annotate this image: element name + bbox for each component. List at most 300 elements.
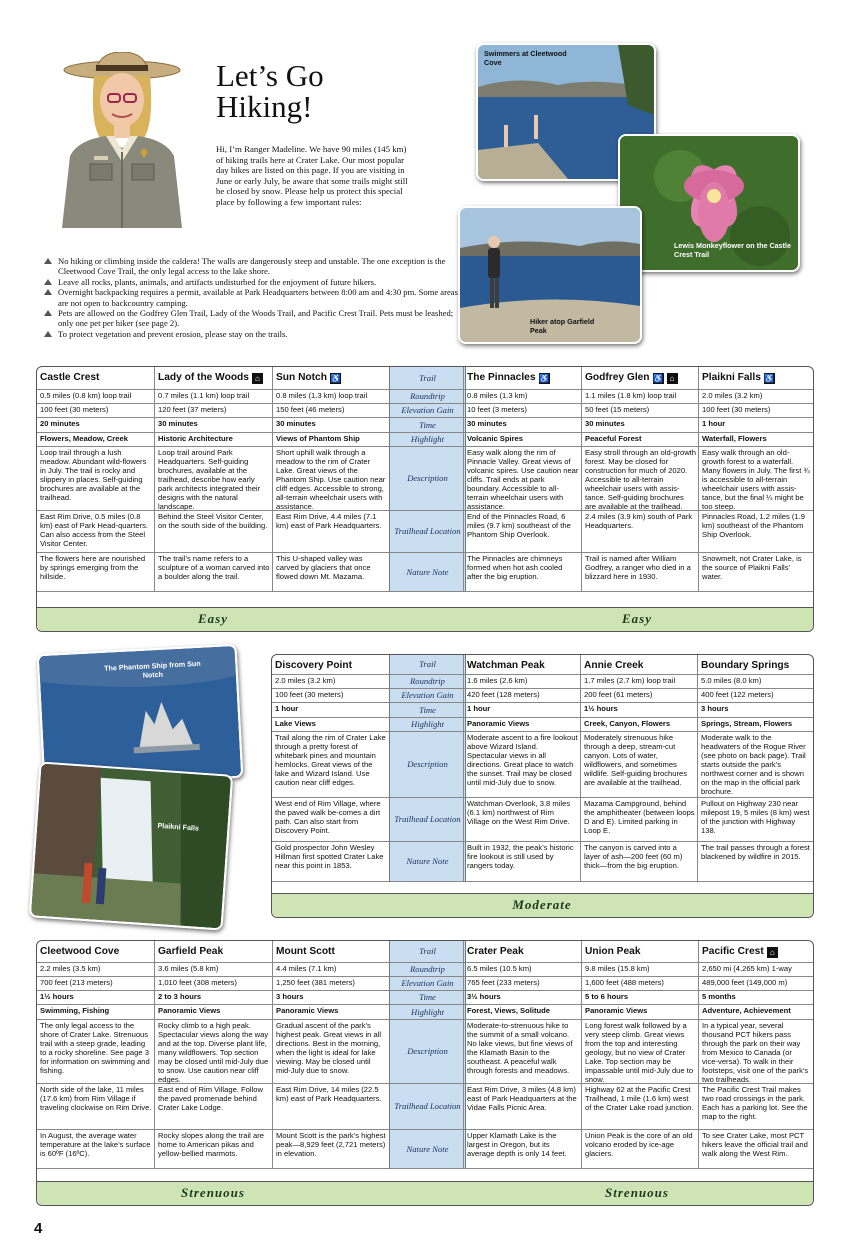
row-label (390, 390, 465, 404)
trail-highlight (582, 1005, 699, 1020)
trail-roundtrip-text: 0.8 miles (1.3 km) (467, 391, 528, 400)
trail-highlight (155, 433, 273, 447)
row-label-column (389, 367, 466, 592)
row-label-text: Trailhead Location (394, 526, 461, 536)
trail-time (273, 991, 389, 1005)
trail-roundtrip-text: 2.0 miles (3.2 km) (702, 391, 763, 400)
trail-name-text: Garfield Peak (158, 946, 224, 957)
trail-elevation-text: 489,000 feet (149,000 m) (702, 978, 788, 987)
trail-description-text: Trail along the rim of Crater Lake through a pretty forest of whitebark pines and mountain hemlocks. Great views of the lake and Wizard Island. Use caution near cliff edges. (275, 733, 386, 787)
wheelchair-icon: ♿ (653, 374, 664, 383)
trail-time-text: 20 minutes (40, 419, 80, 428)
trail-note (155, 553, 273, 592)
trail-elevation (155, 404, 273, 418)
trail-name-text: Cleetwood Cove (40, 946, 120, 957)
trail-trailhead (155, 511, 273, 553)
trail-trailhead-text: End of the Pinnacles Road, 6 miles (9.7 km) southeast of the Phantom Ship Overlook. (467, 512, 571, 539)
trail-name (464, 655, 581, 675)
trail-description (582, 447, 699, 511)
trail-name (273, 367, 389, 390)
trail-column (272, 655, 389, 882)
row-label-text: Roundtrip (410, 391, 445, 401)
trail-highlight-text: Volcanic Spires (467, 434, 523, 443)
trail-time (582, 418, 699, 433)
trail-highlight-text: Panoramic Views (276, 1006, 339, 1015)
trail-description (464, 732, 581, 798)
pet-icon: ⌂ (252, 373, 263, 384)
trail-highlight (699, 433, 813, 447)
trail-name (464, 367, 582, 390)
trail-time-text: 1½ hours (40, 992, 74, 1001)
trail-note-text: Built in 1932, the peak’s historic fire lookout is still used by rangers today. (467, 843, 574, 870)
trail-highlight (582, 433, 699, 447)
moderate-trails-table (271, 654, 814, 918)
trail-description (464, 447, 582, 511)
trail-note-text: To see Crater Lake, most PCT hikers leave the official trail and walk along the West Rim. (702, 1131, 808, 1158)
trail-roundtrip-text: 2,650 mi (4,265 km) 1-way (702, 964, 792, 973)
trail-roundtrip-text: 0.8 miles (1.3 km) loop trail (276, 391, 368, 400)
pet-icon: ⌂ (667, 373, 678, 384)
trail-description-text: Moderate ascent to a fire lookout above Wizard Island. Spectacular views in all directions. Great place to watch the sunset. Trail may be closed until mid-July due to snow. (467, 733, 578, 787)
trail-elevation (273, 977, 389, 991)
row-label-column (389, 655, 466, 882)
trail-column (698, 655, 813, 882)
trail-note-text: In August, the average water temperature at the lake’s surface is 60ºF (16ºC). (40, 1131, 151, 1158)
trail-highlight (464, 1005, 582, 1020)
trail-note-text: Trail is named after William Godfrey, a ranger who died in a blizzard here in 1930. (585, 554, 691, 581)
row-label (390, 977, 465, 991)
rule-item (44, 277, 464, 287)
trail-highlight (698, 718, 813, 732)
trail-time (272, 703, 389, 718)
triangle-bullet-icon (44, 331, 52, 337)
trail-highlight-text: Views of Phantom Ship (276, 434, 360, 443)
trail-time-text: 3 hours (276, 992, 304, 1001)
trail-elevation-text: 700 feet (213 meters) (40, 978, 113, 987)
trail-trailhead-text: West end of Rim Village, where the paved walk be-comes a dirt path. Can also start from Discovery Point. (275, 799, 381, 835)
row-label-text: Nature Note (406, 1143, 449, 1154)
trail-elevation-text: 1,600 feet (488 meters) (585, 978, 664, 987)
trail-note (464, 1130, 582, 1169)
row-label-text: Trailhead Location (394, 1101, 461, 1111)
trail-elevation (698, 689, 813, 703)
trail-trailhead (698, 798, 813, 842)
trail-highlight-text: Lake Views (275, 719, 316, 728)
trail-note (273, 553, 389, 592)
row-label (390, 511, 465, 553)
trail-note (464, 553, 582, 592)
row-label-text: Nature Note (406, 856, 449, 866)
trail-roundtrip (582, 390, 699, 404)
row-label-text: Description (407, 1046, 448, 1056)
trail-description-text: Short uphill walk through a meadow to the rim of Crater Lake. Great views of the Phantom Ship. Use caution near cliff edges. Accessible to strong, all-terrain wheelchair users with assistance. (276, 448, 386, 511)
trail-trailhead (581, 798, 698, 842)
trail-highlight-text: Panoramic Views (158, 1006, 221, 1015)
trail-elevation-text: 765 feet (233 meters) (467, 978, 540, 987)
trail-description-text: Moderately strenuous hike through a deep, stream-cut canyon. Lots of water, wildflowers, and sometimes wildlife. Self-guiding brochures are available at the trailhead. (584, 733, 687, 787)
trail-roundtrip (272, 675, 389, 689)
trail-description (272, 732, 389, 798)
trail-column (464, 941, 582, 1169)
trail-highlight-text: Creek, Canyon, Flowers (584, 719, 671, 728)
trail-time (464, 991, 582, 1005)
trail-time (464, 418, 582, 433)
trail-highlight-text: Adventure, Achievement (702, 1006, 791, 1015)
caption-swimmers: Swimmers at Cleetwood Cove (484, 49, 567, 67)
trail-note-text: The trail’s name refers to a sculpture of a woman carved into a boulder along the trail. (158, 554, 270, 581)
caption-hiker: Hiker atop Garfield Peak (530, 317, 595, 335)
ranger-madeline-photo (44, 52, 200, 228)
trail-description-text: The only legal access to the shore of Crater Lake. Strenuous trail with a steep grade, leading to a rocky shoreline. See page 3 for information on swimming and fishing. (40, 1021, 150, 1075)
trail-elevation (464, 977, 582, 991)
row-label (390, 941, 465, 963)
trail-name-text: Watchman Peak (467, 660, 545, 671)
trail-roundtrip-text: 5.0 miles (8.0 km) (701, 676, 762, 685)
row-label-column (389, 941, 466, 1169)
rule-text: To protect vegetation and prevent erosion, please stay on the trails. (58, 328, 288, 339)
title-line-2: Hiking! (216, 89, 313, 124)
trail-name (273, 941, 389, 963)
trail-column (582, 367, 699, 592)
pet-icon: ⌂ (767, 947, 778, 958)
trail-column (582, 941, 699, 1169)
trail-elevation-text: 1,250 feet (381 meters) (276, 978, 355, 987)
difficulty-band (272, 893, 813, 917)
rule-item (44, 287, 464, 308)
trail-column (464, 367, 582, 592)
trail-trailhead (582, 1084, 699, 1130)
difficulty-label: Strenuous (181, 1185, 245, 1200)
trail-description-text: Moderate walk to the headwaters of the Rogue River (see photo on back page). Trail starts outside the park’s northwest corner and is shown on the map in the official park brochure. (701, 733, 806, 796)
trail-roundtrip (37, 963, 155, 977)
trail-description (699, 1020, 813, 1084)
trail-note-text: Mount Scott is the park’s highest peak—8,929 feet (2,721 meters) in elevation. (276, 1131, 386, 1158)
trail-trailhead (464, 798, 581, 842)
trail-elevation (273, 404, 389, 418)
trail-description-text: Loop trail around Park Headquarters. Self-guiding brochures, available at the trailhead, describe how early park architects integrated their designs with the natural landscape. (158, 448, 261, 511)
trail-elevation-text: 400 feet (122 meters) (701, 690, 774, 699)
trail-note (581, 842, 698, 882)
column-divider (463, 655, 464, 882)
trail-time-text: 1½ hours (584, 704, 618, 713)
trail-column (581, 655, 698, 882)
trail-name-text: Union Peak (585, 946, 641, 957)
strenuous-trails-table (36, 940, 814, 1206)
trail-time-text: 30 minutes (585, 419, 625, 428)
trail-highlight (37, 1005, 155, 1020)
column-divider (272, 941, 273, 1169)
trail-roundtrip-text: 0.7 miles (1.1 km) loop trail (158, 391, 250, 400)
row-label (390, 1084, 465, 1130)
row-label-text: Elevation Gain (401, 978, 454, 988)
trail-name-text: Godfrey Glen (585, 372, 650, 383)
trail-trailhead (273, 511, 389, 553)
trail-highlight-text: Waterfall, Flowers (702, 434, 767, 443)
rule-item (44, 329, 464, 339)
difficulty-label: Moderate (512, 897, 572, 912)
trail-column (155, 367, 273, 592)
trail-highlight-text: Flowers, Meadow, Creek (40, 434, 128, 443)
triangle-bullet-icon (44, 289, 52, 295)
trail-time-text: 3½ hours (467, 992, 501, 1001)
row-label (390, 842, 465, 882)
trail-name-text: Sun Notch (276, 372, 327, 383)
trail-highlight-text: Forest, Views, Solitude (467, 1006, 550, 1015)
trail-time (581, 703, 698, 718)
row-label (390, 1130, 465, 1169)
row-label-text: Trail (419, 659, 436, 669)
trail-name (155, 941, 273, 963)
trail-name (582, 941, 699, 963)
trail-elevation (155, 977, 273, 991)
trail-elevation (582, 977, 699, 991)
column-divider (154, 367, 155, 592)
caption-phantom-ship: The Phantom Ship from Sun Notch (103, 658, 201, 680)
trail-elevation-text: 420 feet (128 meters) (467, 690, 540, 699)
trail-trailhead (699, 511, 813, 553)
trail-name (464, 941, 582, 963)
trail-trailhead-text: East Rim Drive, 0.5 miles (0.8 km) east of Park Head-quarters. Can also access from the Steel Visitor Center. (40, 512, 149, 548)
trail-name-text: Mount Scott (276, 946, 335, 957)
rule-text: Leave all rocks, plants, animals, and artifacts undisturbed for the enjoyment of future hikers. (58, 276, 377, 287)
trail-time-text: 3 hours (701, 704, 729, 713)
row-label (390, 418, 465, 433)
trail-name (37, 941, 155, 963)
trail-column (464, 655, 581, 882)
trail-roundtrip (699, 390, 813, 404)
trail-trailhead (464, 1084, 582, 1130)
page-title (216, 60, 324, 122)
trail-name (698, 655, 813, 675)
trail-highlight (464, 718, 581, 732)
trail-roundtrip (273, 963, 389, 977)
trail-note (699, 553, 813, 592)
row-label-text: Time (419, 419, 436, 430)
row-label-text: Highlight (411, 1006, 444, 1017)
rule-text: Pets are allowed on the Godfrey Glen Trail, Lady of the Woods Trail, and Pacific Crest Trail. Pets must be leashed; only one pet per hiker (see page 2). (58, 308, 454, 329)
trail-note (582, 1130, 699, 1169)
row-label-text: Description (407, 473, 448, 483)
difficulty-label: Strenuous (605, 1185, 669, 1200)
trail-description-text: Gradual ascent of the park’s highest peak. Great views in all directions. Best in the morning, when the light is ideal for lake viewing. May be closed until mid-July due to snow. (276, 1021, 382, 1075)
trail-column (37, 941, 155, 1169)
trail-note (155, 1130, 273, 1169)
trail-note-text: The trail passes through a forest blackened by wildfire in 2015. (701, 843, 810, 861)
trail-trailhead (272, 798, 389, 842)
caption-plaikni-falls: Plaikni Falls (157, 820, 200, 833)
trail-elevation-text: 1,010 feet (308 meters) (158, 978, 237, 987)
trail-roundtrip (155, 390, 273, 404)
intro-paragraph: Hi, I’m Ranger Madeline. We have 90 miles (145 km) of hiking trails here at Crater Lake. Our most popular day hikes are listed on this page. If you are visiting in June or early July, be aware that some trails might still be closed by snow. Please help us protect this special place by following a few important rules: (216, 144, 408, 207)
trail-description-text: Easy stroll through an old-growth forest. May be closed for construction for much of 2020. Accessible to all-terrain wheelchair users with assis-tance. Self-guiding brochures are available at the trailhead. (585, 448, 697, 511)
trail-time-text: 1 hour (275, 704, 299, 713)
trail-time (155, 418, 273, 433)
trail-column (699, 367, 813, 592)
trail-note-text: Upper Klamath Lake is the largest in Oregon, but its average depth is only 14 feet. (467, 1131, 567, 1158)
column-divider (581, 367, 582, 592)
trail-roundtrip (37, 390, 155, 404)
trail-note-text: This U-shaped valley was carved by glaciers that once flowed down Mt. Mazama. (276, 554, 371, 581)
row-label-text: Highlight (411, 719, 444, 729)
trail-elevation (37, 404, 155, 418)
trail-name-text: Annie Creek (584, 660, 644, 671)
trail-time-text: 1 hour (467, 704, 491, 713)
trail-time (698, 703, 813, 718)
trail-trailhead-text: The Pacific Crest Trail makes two road crossings in the park. Each has a parking lot. See the map to the right. (702, 1085, 808, 1121)
trail-trailhead-text: Watchman Overlook, 3.8 miles (6.1 km) northwest of Rim Village on the West Rim Drive. (467, 799, 571, 826)
triangle-bullet-icon (44, 279, 52, 285)
row-label (390, 675, 465, 689)
trail-roundtrip (155, 963, 273, 977)
trail-time-text: 30 minutes (276, 419, 316, 428)
trail-name-text: Lady of the Woods (158, 372, 249, 383)
trail-elevation-text: 100 feet (30 meters) (702, 405, 771, 414)
row-label-text: Description (407, 759, 448, 769)
row-label (390, 655, 465, 675)
row-label-text: Roundtrip (410, 964, 445, 974)
column-divider (698, 941, 699, 1169)
trail-note (37, 1130, 155, 1169)
trail-roundtrip-text: 3.6 miles (5.8 km) (158, 964, 219, 973)
triangle-bullet-icon (44, 258, 52, 264)
trail-elevation (581, 689, 698, 703)
row-label-text: Nature Note (406, 566, 449, 577)
trail-column (273, 941, 389, 1169)
trail-name (581, 655, 698, 675)
trail-note (582, 553, 699, 592)
trail-elevation-text: 100 feet (30 meters) (275, 690, 344, 699)
trail-trailhead (699, 1084, 813, 1130)
trail-trailhead-text: Mazama Campground, behind the amphitheater (between loops D and E). Limited parking in Loop E. (584, 799, 695, 835)
row-label-text: Elevation Gain (401, 405, 454, 415)
trail-time (273, 418, 389, 433)
rule-item (44, 256, 464, 277)
trail-roundtrip (464, 390, 582, 404)
trail-note-text: Snowmelt, not Crater Lake, is the source of Plaikni Falls’ water. (702, 554, 802, 581)
trail-name-text: Discovery Point (275, 660, 352, 671)
trail-description (581, 732, 698, 798)
trail-roundtrip (464, 675, 581, 689)
trail-trailhead-text: Pullout on Highway 230 near milepost 19, 5 miles (8 km) west of the junction with Highway 138. (701, 799, 810, 835)
trail-description-text: Easy walk through an old-growth forest to a waterfall. Many flowers in July. The first ¾ is accessible to all-terrain wheelchair users with assis-tance, but the final ¼ might be too steep. (702, 448, 810, 511)
trail-trailhead (273, 1084, 389, 1130)
trail-roundtrip-text: 4.4 miles (7.1 km) (276, 964, 337, 973)
trail-note (464, 842, 581, 882)
difficulty-label: Easy (622, 611, 652, 626)
row-label (390, 553, 465, 592)
trail-name (699, 941, 813, 963)
trail-note-text: Gold prospector John Wesley Hillman first spotted Crater Lake near this point in 1853. (275, 843, 384, 870)
trail-elevation (699, 404, 813, 418)
trail-time-text: 1 hour (702, 419, 726, 428)
trail-highlight-text: Panoramic Views (467, 719, 530, 728)
trail-description-text: Easy walk along the rim of Pinnacle Valley. Great views of volcanic spires. Use caution near cliffs. Trail ends at park boundary. Accessible to all-terrain wheelchair users with assistance. (467, 448, 579, 511)
trail-elevation (37, 977, 155, 991)
trail-trailhead-text: Highway 62 at the Pacific Crest Trailhead, 1 mile (1.6 km) west of the Crater Lake road junction. (585, 1085, 694, 1112)
column-divider (154, 941, 155, 1169)
trail-column (699, 941, 813, 1169)
trail-elevation (272, 689, 389, 703)
trail-name-text: Castle Crest (40, 372, 100, 383)
trail-name (37, 367, 155, 390)
difficulty-band (37, 607, 813, 631)
row-label (390, 991, 465, 1005)
trail-trailhead (37, 1084, 155, 1130)
difficulty-band (37, 1181, 813, 1205)
column-divider (463, 367, 464, 592)
trail-highlight (272, 718, 389, 732)
trail-elevation-text: 100 feet (30 meters) (40, 405, 109, 414)
row-label-text: Time (419, 704, 436, 715)
trail-roundtrip (581, 675, 698, 689)
trail-note (37, 553, 155, 592)
column-divider (580, 655, 581, 882)
trail-roundtrip-text: 1.1 miles (1.8 km) loop trail (585, 391, 677, 400)
trail-time (699, 418, 813, 433)
trail-trailhead (155, 1084, 273, 1130)
trail-description (699, 447, 813, 511)
trail-roundtrip-text: 6.5 miles (10.5 km) (467, 964, 532, 973)
trail-trailhead-text: East end of Rim Village. Follow the paved promenade behind Crater Lake Lodge. (158, 1085, 263, 1112)
trail-highlight (37, 433, 155, 447)
photo-plaikni-falls (29, 761, 233, 930)
trail-description (155, 1020, 273, 1084)
trail-roundtrip (273, 390, 389, 404)
photo-hiker (458, 206, 642, 344)
row-label-text: Trail (419, 372, 436, 383)
trail-highlight (155, 1005, 273, 1020)
trail-roundtrip-text: 0.5 miles (0.8 km) loop trail (40, 391, 132, 400)
caption-monkeyflower: Lewis Monkeyflower on the Castle Crest Trail (674, 241, 792, 259)
trail-description (37, 1020, 155, 1084)
trail-time-text: 2 to 3 hours (158, 992, 202, 1001)
trail-highlight (699, 1005, 813, 1020)
column-divider (581, 941, 582, 1169)
trail-roundtrip-text: 1.6 miles (2.6 km) (467, 676, 528, 685)
trail-note-text: The flowers here are nourished by springs emerging from the hillside. (40, 554, 146, 581)
trail-note-text: The canyon is carved into a layer of ash—200 feet (60 m) thick—from the big eruption. (584, 843, 683, 870)
trail-roundtrip (698, 675, 813, 689)
trail-roundtrip (582, 963, 699, 977)
trail-time (464, 703, 581, 718)
trail-elevation (464, 689, 581, 703)
rule-item (44, 308, 464, 329)
trail-description (155, 447, 273, 511)
trail-elevation (582, 404, 699, 418)
trail-highlight (273, 1005, 389, 1020)
trail-elevation-text: 10 feet (3 meters) (467, 405, 527, 414)
trail-description-text: In a typical year, several thousand PCT hikers pass through the park on their way from Mexico to Canada (or vice-versa). To walk in their footsteps, visit one of the park’s two trailheads. (702, 1021, 809, 1084)
trail-highlight-text: Panoramic Views (585, 1006, 648, 1015)
trail-description-text: Loop trail through a lush meadow. Abundant wild-flowers in July. The trail is rocky and slippery in places. Self-guiding brochures are available at the trailhead. (40, 448, 147, 502)
row-label (390, 798, 465, 842)
rule-text: Overnight backpacking requires a permit, available at Park Headquarters between 8:00 am and 4:30 pm. Some areas are not open to backcountry camping. (58, 287, 458, 308)
trail-name-text: Boundary Springs (701, 660, 790, 671)
column-divider (697, 655, 698, 882)
row-label (390, 963, 465, 977)
difficulty-label: Easy (198, 611, 228, 626)
wheelchair-icon: ♿ (330, 374, 341, 383)
trail-description (698, 732, 813, 798)
trail-trailhead (37, 511, 155, 553)
trail-column (273, 367, 389, 592)
row-label (390, 404, 465, 418)
trail-name (582, 367, 699, 390)
trail-elevation-text: 200 feet (61 meters) (584, 690, 653, 699)
trail-trailhead-text: Pinnacles Road, 1.2 miles (1.9 km) southeast of the Phantom Ship Overlook. (702, 512, 805, 539)
trail-highlight-text: Swimming, Fishing (40, 1006, 110, 1015)
trail-elevation-text: 50 feet (15 meters) (585, 405, 650, 414)
